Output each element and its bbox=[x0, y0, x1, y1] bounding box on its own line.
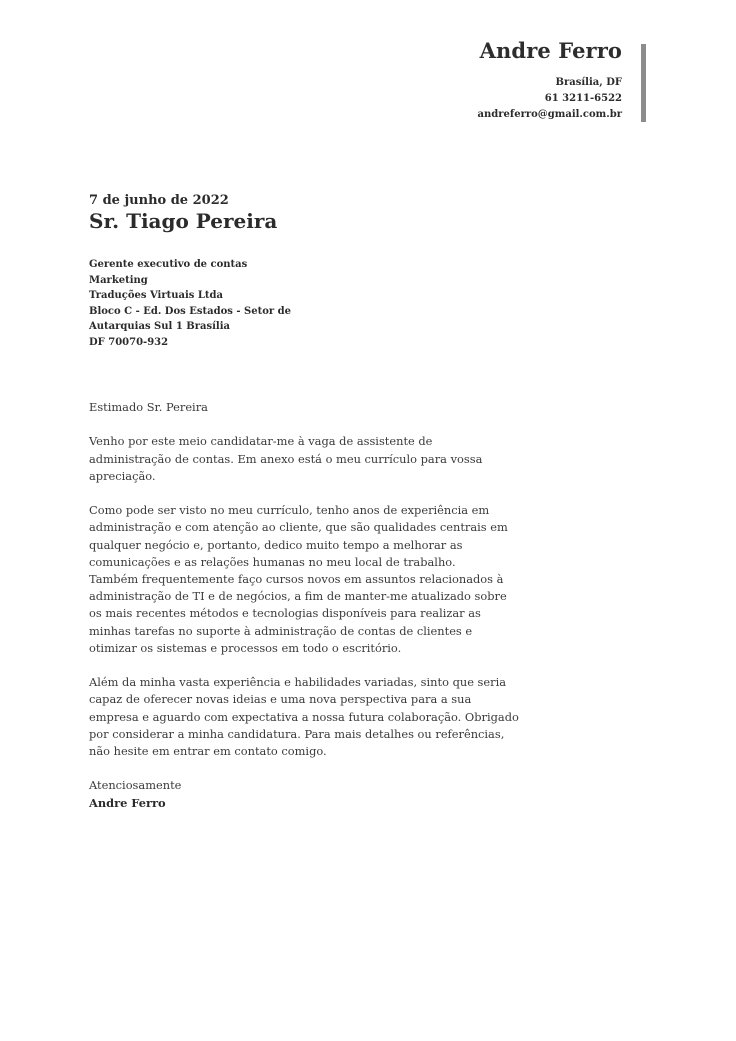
recipient-postal-code: DF 70070-932 bbox=[89, 336, 169, 348]
recipient-address-block bbox=[89, 257, 291, 351]
recipient-address-line: Bloco C - Ed. Dos Estados - Setor de bbox=[89, 305, 291, 317]
greeting: Estimado Sr. Pereira bbox=[89, 400, 208, 414]
paragraph-line: capaz de oferecer novas ideias e uma nova perspectiva para a sua bbox=[89, 692, 472, 707]
paragraph-line: otimizar os sistemas e processos em todo o escritório. bbox=[89, 640, 402, 655]
closing-salutation: Atenciosamente bbox=[89, 778, 182, 793]
accent-bar bbox=[641, 44, 646, 122]
paragraph-line: por considerar a minha candidatura. Para mais detalhes ou referências, bbox=[89, 726, 505, 741]
recipient-company: Traduções Virtuais Ltda bbox=[89, 290, 224, 302]
paragraph-line: minhas tarefas no suporte à administração de contas de clientes e bbox=[89, 623, 473, 638]
paragraph-line: empresa e aguardo com expectativa a nossa futura colaboração. Obrigado bbox=[89, 709, 519, 724]
paragraph-line: comunicações e as relações humanas no meu local de trabalho. bbox=[89, 554, 456, 569]
sender-email: andreferro@gmail.com.br bbox=[477, 109, 622, 120]
paragraph-line: administração de TI e de negócios, a fim de manter-me atualizado sobre bbox=[89, 589, 507, 604]
paragraph-line: Venho por este meio candidatar-me à vaga de assistente de bbox=[89, 434, 433, 449]
signature-name: Andre Ferro bbox=[89, 795, 166, 810]
letter-date: 7 de junho de 2022 bbox=[89, 193, 229, 208]
recipient-title: Gerente executivo de contas bbox=[89, 259, 248, 270]
paragraph-line: Como pode ser visto no meu currículo, tenho anos de experiência em bbox=[89, 503, 490, 518]
paragraph-line: qualquer negócio e, portanto, dedico muito tempo a melhorar as bbox=[89, 537, 463, 552]
sender-name: Andre Ferro bbox=[479, 38, 622, 63]
paragraph-experience bbox=[89, 502, 508, 657]
sender-header bbox=[478, 36, 622, 123]
paragraph-line: Além da minha vasta experiência e habilidades variadas, sinto que seria bbox=[89, 675, 507, 690]
paragraph-line: apreciação. bbox=[89, 468, 156, 483]
letter-body bbox=[89, 399, 519, 812]
sender-city: Brasília, DF bbox=[555, 77, 622, 88]
recipient-name: Sr. Tiago Pereira bbox=[89, 209, 278, 233]
paragraph-line: não hesite em entrar em contato comigo. bbox=[89, 744, 327, 759]
recipient-department: Marketing bbox=[89, 274, 148, 286]
sender-phone: 61 3211-6522 bbox=[544, 93, 622, 104]
paragraph-closing bbox=[89, 674, 519, 760]
paragraph-line: os mais recentes métodos e tecnologias disponíveis para realizar as bbox=[89, 606, 481, 621]
recipient-address-line: Autarquias Sul 1 Brasília bbox=[89, 321, 230, 333]
paragraph-line: Também frequentemente faço cursos novos em assuntos relacionados à bbox=[89, 572, 504, 586]
paragraph-intro bbox=[89, 433, 483, 485]
paragraph-line: administração e com atenção ao cliente, que são qualidades centrais em bbox=[89, 520, 508, 535]
paragraph-line: administração de contas. Em anexo está o meu currículo para vossa bbox=[89, 451, 483, 466]
